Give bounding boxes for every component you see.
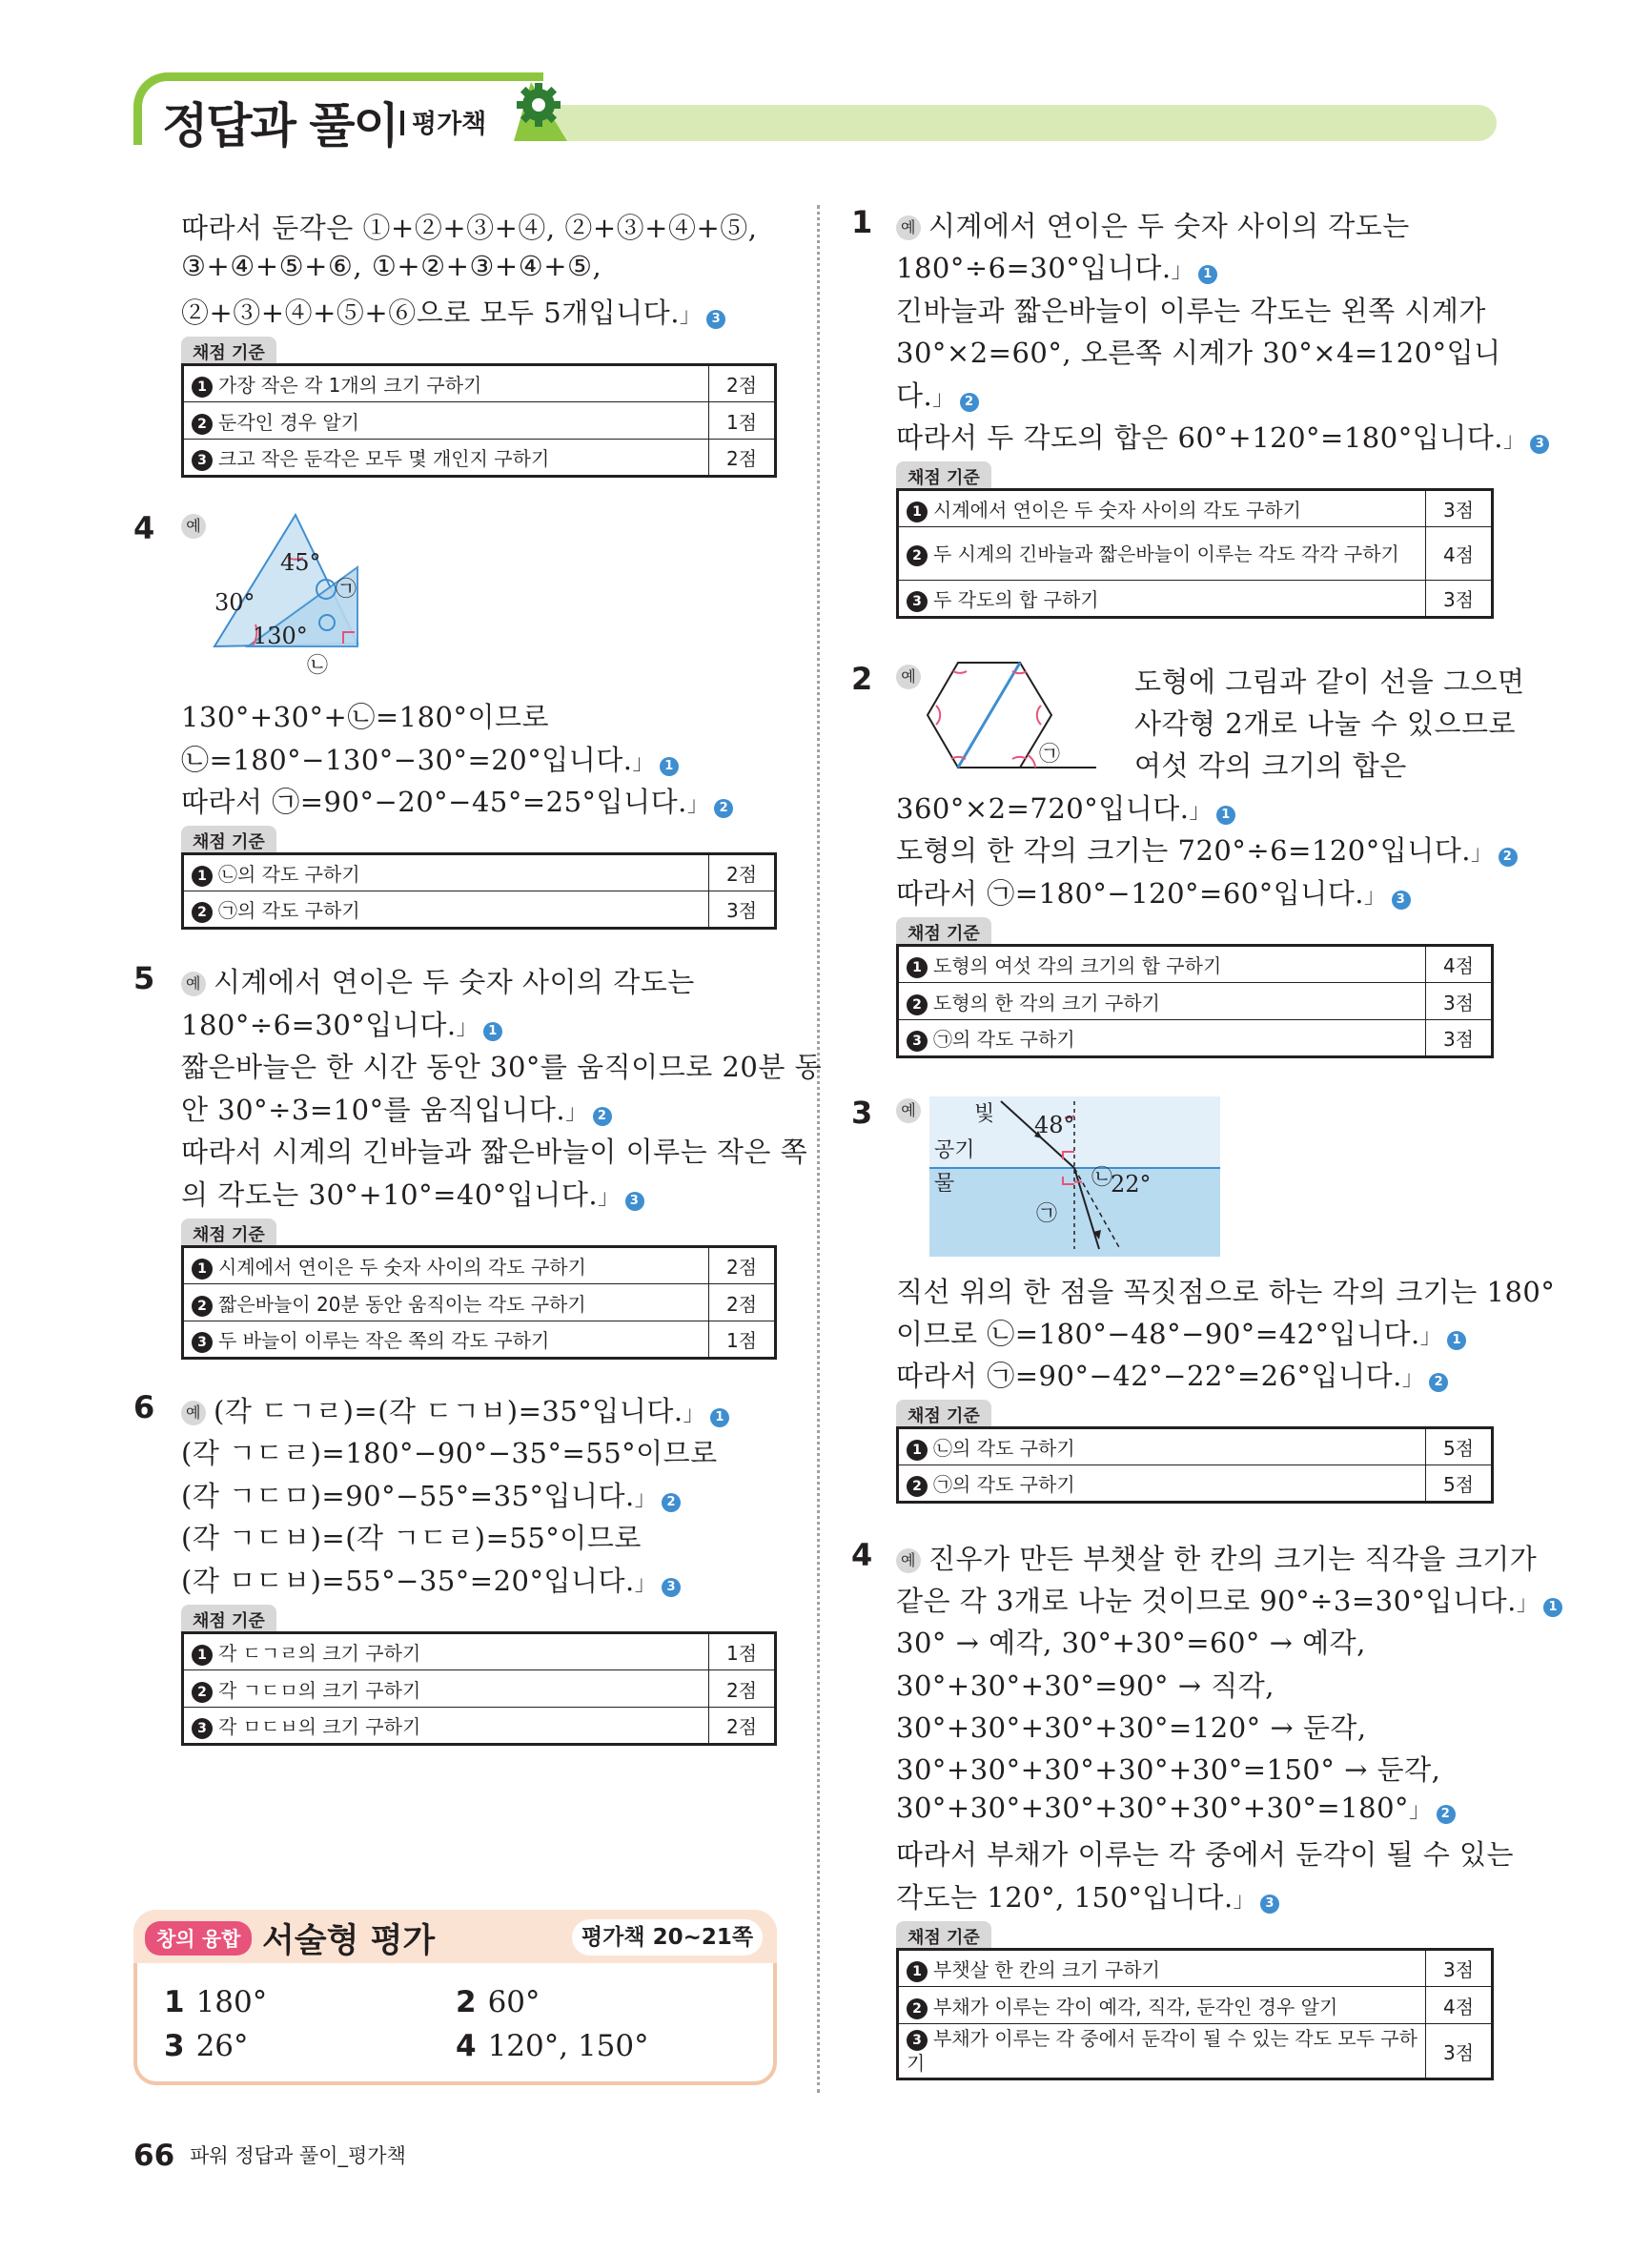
- triangle-ruler-diagram: [210, 510, 372, 682]
- text-line: 시계에서 연이은 두 숫자 사이의 각도는: [214, 966, 695, 998]
- text-line: ②+③+④+⑤+⑥으로 모두 5개입니다.: [181, 297, 680, 329]
- air-label: 공기: [934, 1138, 975, 1162]
- criteria-text: 시계에서 연이은 두 숫자 사이의 각도 구하기: [933, 499, 1301, 522]
- step-marker: 1: [1447, 1331, 1466, 1350]
- criteria-points: 3점: [1426, 1020, 1493, 1057]
- example-badge: 예: [181, 972, 206, 996]
- text-line: (각 ㄱㄷㅂ)=(각 ㄱㄷㄹ)=55°이므로: [181, 1522, 642, 1554]
- text-line: 진우가 만든 부챗살 한 칸의 크기는 직각을 크기가: [928, 1543, 1538, 1575]
- criteria-points: 1점: [709, 402, 776, 440]
- criteria-points: 2점: [709, 440, 776, 477]
- question-number: 6: [133, 1389, 155, 1425]
- criteria-number: 2: [192, 1296, 213, 1317]
- angle-label: ㉠: [336, 578, 357, 602]
- criteria-text: 가장 작은 각 1개의 크기 구하기: [218, 374, 482, 397]
- criteria-table: [181, 852, 777, 930]
- example-badge: 예: [896, 665, 921, 689]
- text-line: 따라서 ㉠=90°−20°−45°=25°입니다.: [181, 786, 687, 818]
- criteria-number: 1: [192, 866, 213, 887]
- table-row: [183, 440, 776, 477]
- criteria-points: 5점: [1426, 1465, 1493, 1503]
- angle-label: 130°: [253, 623, 308, 649]
- criteria-number: 3: [907, 2030, 928, 2051]
- criteria-number: 2: [192, 1682, 213, 1703]
- angle-label: ㉡: [1091, 1166, 1113, 1190]
- criteria-text: ㉡의 각도 구하기: [933, 1437, 1075, 1460]
- criteria-number: 1: [907, 1961, 928, 1982]
- answer-number: 1: [164, 1985, 185, 2019]
- criteria-points: 3점: [1426, 983, 1493, 1020]
- criteria-label: 채점 기준: [896, 917, 991, 944]
- table-row: [183, 1247, 776, 1284]
- criteria-text: 부챗살 한 칸의 크기 구하기: [933, 1958, 1160, 1981]
- table-row: [183, 854, 776, 891]
- footer-text: 파워 정답과 풀이_평가책: [190, 2144, 406, 2167]
- step-marker: 2: [960, 393, 979, 412]
- text-line: 30° → 예각, 30°+30°=60° → 예각,: [896, 1627, 1366, 1659]
- criteria-points: 2점: [709, 1284, 776, 1321]
- answer-value: 26°: [195, 2029, 249, 2063]
- step-marker: 3: [1530, 435, 1549, 454]
- table-row: [898, 1987, 1493, 2024]
- criteria-points: 3점: [1426, 490, 1493, 527]
- step-marker: 3: [1260, 1895, 1279, 1914]
- criteria-points: 3점: [1426, 581, 1493, 618]
- criteria-text: 두 각도의 합 구하기: [933, 588, 1099, 611]
- summary-tag: 창의 융합: [145, 1921, 252, 1956]
- criteria-text: 둔각인 경우 알기: [218, 410, 359, 434]
- text-line: 따라서 시계의 긴바늘과 짧은바늘이 이루는 작은 쪽: [181, 1136, 808, 1168]
- summary-page-ref: 평가책 20~21쪽: [572, 1919, 763, 1956]
- table-row: [898, 1465, 1493, 1503]
- answer-value: 120°, 150°: [487, 2029, 649, 2063]
- text-line: 여섯 각의 크기의 합은: [1134, 749, 1407, 782]
- criteria-points: 3점: [1426, 2024, 1493, 2079]
- hexagon-diagram: [925, 658, 1101, 777]
- text-line: 180°÷6=30°입니다.: [896, 252, 1172, 284]
- criteria-points: 4점: [1426, 1987, 1493, 2024]
- criteria-number: 3: [192, 1718, 213, 1739]
- text-line: 30°+30°+30°+30°+30°+30°=180°: [896, 1792, 1410, 1824]
- step-marker: 2: [662, 1493, 681, 1512]
- text-line: 도형에 그림과 같이 선을 그으면: [1134, 666, 1525, 698]
- criteria-table: [181, 1245, 777, 1360]
- criteria-points: 4점: [1426, 527, 1493, 581]
- text-line: 시계에서 연이은 두 숫자 사이의 각도는: [928, 210, 1410, 242]
- criteria-text: 도형의 여섯 각의 크기의 합 구하기: [933, 954, 1222, 977]
- page-footer: [133, 2139, 406, 2173]
- step-marker: 2: [1499, 848, 1518, 867]
- step-marker: 1: [1198, 265, 1217, 284]
- criteria-table: [896, 1426, 1494, 1504]
- table-row: [898, 1020, 1493, 1057]
- criteria-text: ㉠의 각도 구하기: [218, 899, 360, 922]
- text-line: 30°+30°+30°+30°+30°=150° → 둔각,: [896, 1753, 1441, 1786]
- text-line: 130°+30°+㉡=180°이므로: [181, 701, 550, 733]
- water-label: 물: [934, 1172, 955, 1196]
- text-line: 따라서 둔각은 ①+②+③+④, ②+③+④+⑤,: [181, 212, 758, 244]
- page-title: 정답과 풀이: [162, 98, 398, 154]
- example-badge: 예: [181, 1401, 206, 1425]
- criteria-number: 1: [907, 1440, 928, 1461]
- answer-value: 180°: [195, 1985, 268, 2019]
- text-line: 따라서 ㉠=90°−42°−22°=26°입니다.: [896, 1360, 1402, 1392]
- summary-answer: [164, 2029, 249, 2063]
- column-divider: [817, 205, 820, 2093]
- text-line: 따라서 두 각도의 합은 60°+120°=180°입니다.: [896, 421, 1503, 454]
- criteria-number: 2: [192, 414, 213, 435]
- criteria-text: 시계에서 연이은 두 숫자 사이의 각도 구하기: [218, 1256, 586, 1279]
- criteria-number: 2: [907, 994, 928, 1015]
- text-line: 이므로 ㉡=180°−48°−90°=42°입니다.: [896, 1318, 1420, 1350]
- criteria-text: 두 시계의 긴바늘과 짧은바늘이 이루는 각도 각각 구하기: [933, 542, 1399, 565]
- criteria-table: [896, 488, 1494, 619]
- criteria-label: 채점 기준: [181, 826, 276, 852]
- step-marker: 2: [593, 1107, 612, 1126]
- criteria-number: 1: [192, 377, 213, 398]
- criteria-number: 2: [907, 1998, 928, 2019]
- question-number: 2: [851, 661, 873, 697]
- criteria-number: 3: [192, 450, 213, 471]
- table-row: [898, 1428, 1493, 1465]
- text-line: (각 ㄷㄱㄹ)=(각 ㄷㄱㅂ)=35°입니다.: [214, 1395, 683, 1427]
- table-row: [898, 946, 1493, 983]
- criteria-text: 각 ㅁㄷㅂ의 크기 구하기: [218, 1715, 421, 1738]
- criteria-text: 부채가 이루는 각이 예각, 직각, 둔각인 경우 알기: [933, 1995, 1338, 2018]
- table-row: [183, 1708, 776, 1745]
- table-row: [183, 1670, 776, 1708]
- criteria-number: 2: [907, 1476, 928, 1497]
- text-line: 같은 각 3개로 나눈 것이므로 90°÷3=30°입니다.: [896, 1585, 1517, 1617]
- criteria-points: 3점: [709, 891, 776, 929]
- angle-label: ㉡: [307, 654, 329, 678]
- criteria-number: 3: [192, 1332, 213, 1353]
- criteria-label: 채점 기준: [896, 461, 991, 488]
- criteria-number: 1: [192, 1645, 213, 1666]
- step-marker: 3: [625, 1192, 644, 1211]
- text-line: 따라서 ㉠=180°−120°=60°입니다.: [896, 877, 1365, 910]
- text-line: 다.: [896, 379, 933, 412]
- text-line: 직선 위의 한 점을 꼭짓점으로 하는 각의 크기는 180°: [896, 1276, 1556, 1308]
- table-row: [898, 527, 1493, 581]
- criteria-number: 2: [907, 545, 928, 566]
- step-marker: 1: [1216, 806, 1235, 825]
- criteria-text: ㉠의 각도 구하기: [933, 1473, 1075, 1496]
- criteria-text: 크고 작은 둔각은 모두 몇 개인지 구하기: [218, 447, 550, 470]
- criteria-points: 2점: [709, 1247, 776, 1284]
- text-line: 30°×2=60°, 오른쪽 시계가 30°×4=120°입니: [896, 337, 1501, 369]
- table-row: [183, 402, 776, 440]
- criteria-label: 채점 기준: [181, 1219, 276, 1245]
- step-marker: 2: [1437, 1805, 1456, 1824]
- angle-label: 30°: [214, 589, 255, 616]
- question-number: 5: [133, 960, 155, 996]
- answer-number: 2: [456, 1985, 477, 2019]
- answer-number: 3: [164, 2029, 185, 2063]
- criteria-points: 2점: [709, 1708, 776, 1745]
- example-badge: 예: [896, 215, 921, 240]
- text-line: ③+④+⑤+⑥, ①+②+③+④+⑤,: [181, 250, 602, 282]
- criteria-table: [896, 944, 1494, 1058]
- text-line: 도형의 한 각의 크기는 720°÷6=120°입니다.: [896, 834, 1472, 867]
- angle-label: ㉠: [1039, 743, 1061, 767]
- criteria-number: 1: [907, 502, 928, 522]
- text-line: 180°÷6=30°입니다.: [181, 1009, 457, 1041]
- table-row: [183, 891, 776, 929]
- text-line: 각도는 120°, 150°입니다.: [896, 1881, 1234, 1914]
- page-subtitle: [400, 103, 486, 140]
- criteria-points: 5점: [1426, 1428, 1493, 1465]
- criteria-number: 2: [192, 902, 213, 923]
- criteria-text: 부채가 이루는 각 중에서 둔각이 될 수 있는 각도 모두 구하기: [907, 2027, 1417, 2075]
- text-line: 360°×2=720°입니다.: [896, 792, 1190, 825]
- light-refraction-diagram: [929, 1096, 1220, 1257]
- text-line: (각 ㄱㄷㅁ)=90°−55°=35°입니다.: [181, 1480, 635, 1512]
- criteria-text: ㉡의 각도 구하기: [218, 863, 360, 886]
- criteria-points: 4점: [1426, 946, 1493, 983]
- criteria-points: 3점: [1426, 1950, 1493, 1987]
- text-line: 30°+30°+30°=90° → 직각,: [896, 1669, 1275, 1702]
- criteria-text: 도형의 한 각의 크기 구하기: [933, 991, 1160, 1014]
- step-marker: 3: [1392, 891, 1411, 910]
- table-row: [898, 2024, 1493, 2079]
- answer-number: 4: [456, 2029, 477, 2063]
- angle-label: 22°: [1111, 1171, 1152, 1198]
- table-row: [898, 983, 1493, 1020]
- text-line: 사각형 2개로 나눌 수 있으므로: [1134, 707, 1516, 740]
- criteria-text: 두 바늘이 이루는 작은 쪽의 각도 구하기: [218, 1329, 550, 1352]
- summary-answer: [164, 1985, 267, 2019]
- step-marker: 2: [1429, 1373, 1448, 1392]
- header-bar: [515, 105, 1497, 141]
- question-number: 4: [133, 510, 155, 546]
- text-line: 30°+30°+30°+30°=120° → 둔각,: [896, 1711, 1367, 1744]
- criteria-points: 1점: [709, 1633, 776, 1670]
- light-label: 빛: [974, 1102, 995, 1126]
- criteria-points: 1점: [709, 1321, 776, 1359]
- criteria-points: 2점: [709, 854, 776, 891]
- table-row: [183, 1633, 776, 1670]
- step-marker: 1: [1543, 1598, 1562, 1617]
- text-line: 의 각도는 30°+10°=40°입니다.: [181, 1178, 599, 1211]
- criteria-text: 각 ㄷㄱㄹ의 크기 구하기: [218, 1642, 421, 1665]
- table-row: [183, 1284, 776, 1321]
- criteria-label: 채점 기준: [896, 1400, 991, 1426]
- text-line: 안 30°÷3=10°를 움직입니다.: [181, 1094, 566, 1126]
- angle-label: 48°: [1034, 1112, 1075, 1138]
- table-row: [898, 581, 1493, 618]
- criteria-table: [181, 363, 777, 478]
- text-line: 따라서 부채가 이루는 각 중에서 둔각이 될 수 있는: [896, 1838, 1515, 1871]
- criteria-label: 채점 기준: [896, 1921, 991, 1948]
- text-line: 짧은바늘은 한 시간 동안 30°를 움직이므로 20분 동: [181, 1051, 823, 1083]
- criteria-points: 2점: [709, 1670, 776, 1708]
- step-marker: 2: [714, 799, 733, 818]
- table-row: [183, 1321, 776, 1359]
- text-line: ㉡=180°−130°−30°=20°입니다.: [181, 744, 633, 776]
- criteria-table: [896, 1948, 1494, 2080]
- criteria-points: 2점: [709, 365, 776, 402]
- gear-icon: [510, 74, 569, 143]
- question-number: 4: [851, 1537, 873, 1573]
- criteria-label: 채점 기준: [181, 337, 276, 363]
- table-row: [898, 490, 1493, 527]
- criteria-text: ㉠의 각도 구하기: [933, 1028, 1075, 1051]
- criteria-number: 3: [907, 1031, 928, 1052]
- question-number: 3: [851, 1095, 873, 1131]
- criteria-label: 채점 기준: [181, 1605, 276, 1631]
- step-marker: 3: [706, 310, 725, 329]
- step-marker: 1: [660, 757, 679, 776]
- page-subtitle-text: 평가책: [412, 110, 487, 139]
- question-number: 1: [851, 204, 873, 240]
- page-number: 66: [133, 2139, 175, 2173]
- criteria-text: 짧은바늘이 20분 동안 움직이는 각도 구하기: [218, 1292, 586, 1316]
- text-line: (각 ㅁㄷㅂ)=55°−35°=20°입니다.: [181, 1565, 635, 1597]
- example-badge: 예: [896, 1548, 921, 1573]
- criteria-number: 1: [907, 957, 928, 978]
- text-line: 긴바늘과 짧은바늘이 이루는 각도는 왼쪽 시계가: [896, 295, 1486, 327]
- text-line: (각 ㄱㄷㄹ)=180°−90°−35°=55°이므로: [181, 1437, 718, 1469]
- step-marker: 1: [710, 1408, 729, 1427]
- table-row: [183, 365, 776, 402]
- summary-answer: [456, 1985, 540, 2019]
- angle-label: ㉠: [1036, 1202, 1058, 1226]
- summary-title: 서술형 평가: [262, 1922, 436, 1960]
- step-marker: 1: [483, 1022, 502, 1041]
- criteria-number: 3: [907, 591, 928, 612]
- criteria-number: 1: [192, 1259, 213, 1280]
- example-badge: 예: [181, 514, 206, 539]
- table-row: [898, 1950, 1493, 1987]
- angle-label: 45°: [280, 549, 321, 576]
- summary-answer: [456, 2029, 649, 2063]
- example-badge: 예: [896, 1098, 921, 1123]
- criteria-text: 각 ㄱㄷㅁ의 크기 구하기: [218, 1678, 421, 1702]
- answer-value: 60°: [487, 1985, 540, 2019]
- criteria-table: [181, 1631, 777, 1746]
- step-marker: 3: [662, 1578, 681, 1597]
